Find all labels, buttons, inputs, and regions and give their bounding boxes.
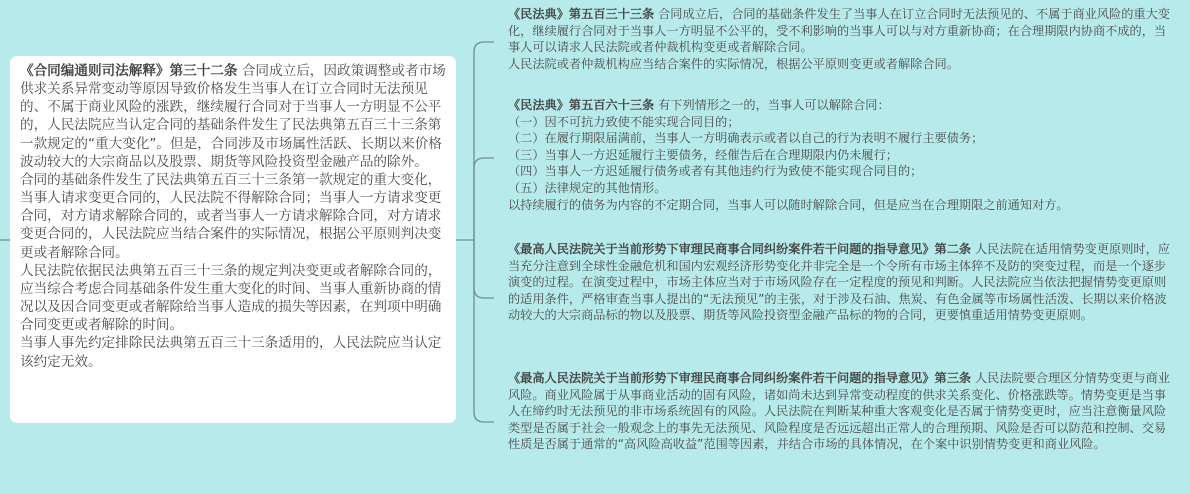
- branch-title: 《民法典》第五百六十三条: [508, 98, 655, 112]
- central-topic-title: 《合同编通则司法解释》第三十二条: [20, 63, 238, 79]
- branch-node-article-563[interactable]: 《民法典》第五百六十三条 有下列情形之一的，当事人可以解除合同： （一）因不可抗力致使不能实现合同目的； （二）在履行期限届满前，当事人一方明确表示或者以自己的行为表明不履行主要债务； （三）当事人一方迟延履行主要债务，经催告后在合理期限内仍未履行； （四）当事人一方迟延履行债务或者有其他违约行为致使不能实现合同目的； （五）法律规定的其他情形。 以持续履行的债务为内容的不定期合同，当事人可以随时解除合同，但是应当在合理期限之前通知对方。: [508, 98, 1069, 212]
- connector-branch-1: [474, 42, 494, 240]
- connector-branch-2: [474, 158, 494, 240]
- branch-node-guidance-article-2[interactable]: 《最高人民法院关于当前形势下审理民商事合同纠纷案件若干问题的指导意见》第二条 人民法院在适用情势变更原则时，应当充分注意到全球性金融危机和国内宏观经济形势变化并非完全是一个令所有市场主体猝不及防的突变过程，而是一个逐步演变的过程。在演变过程中，市场主体应当对于市场风险存在一定程度的预见和判断。人民法院应当依法把握情势变更原则的适用条件，严格审查当事人提出的“无法预见”的主张，对于涉及石油、焦炭、有色金属等市场属性活泼、长期以来价格波动较大的大宗商品标的物以及股票、期货等风险投资型金融产品标的物的合同，更要慎重适用情势变更原则。: [508, 242, 1170, 323]
- central-topic-paragraph-3: 人民法院依据民法典第五百三十三条的规定判决变更或者解除合同的，应当综合考虑合同基础条件发生重大变化的时间、当事人重新协商的情况以及因合同变更或者解除给当事人造成的损失等因素，在判项中明确合同变更或者解除的时间。: [20, 262, 442, 334]
- central-topic-paragraph-2: 合同的基础条件发生了民法典第五百三十三条第一款规定的重大变化，当事人请求变更合同的，人民法院不得解除合同；当事人一方请求变更合同，对方请求解除合同的，或者当事人一方请求解除合同，对方请求变更合同的，人民法院应当结合案件的实际情况，根据公平原则判决变更或者解除合同。: [20, 171, 442, 261]
- branch-title: 《民法典》第五百三十三条: [508, 7, 655, 21]
- branch-title: 《最高人民法院关于当前形势下审理民商事合同纠纷案件若干问题的指导意见》第二条: [508, 242, 972, 256]
- branch-node-guidance-article-3[interactable]: 《最高人民法院关于当前形势下审理民商事合同纠纷案件若干问题的指导意见》第三条 人民法院要合理区分情势变更与商业风险。商业风险属于从事商业活动的固有风险，诸如尚未达到异常变动程度的供求关系变化、价格涨跌等。情势变更是当事人在缔约时无法预见的非市场系统固有的风险。人民法院在判断某种重大客观变化是否属于情势变更时，应当注意衡量风险类型是否属于社会一般观念上的事先无法预见、风险程度是否远远超出正常人的合理预期、风险是否可以防范和控制、交易性质是否属于通常的“高风险高收益”范围等因素，并结合市场的具体情况，在个案中识别情势变更和商业风险。: [508, 371, 1170, 452]
- branch-title: 《最高人民法院关于当前形势下审理民商事合同纠纷案件若干问题的指导意见》第三条: [508, 371, 972, 385]
- connector-branch-3: [474, 240, 494, 298]
- branch-node-article-533[interactable]: 《民法典》第五百三十三条 合同成立后，合同的基础条件发生了当事人在订立合同时无法预见的、不属于商业风险的重大变化，继续履行合同对于当事人一方明显不公平的，受不利影响的当事人可以与对方重新协商；在合理期限内协商不成的，当事人可以请求人民法院或者仲裁机构变更或者解除合同。 人民法院或者仲裁机构应当结合案件的实际情况，根据公平原则变更或者解除合同。: [508, 7, 1170, 71]
- central-topic-paragraph-1: 《合同编通则司法解释》第三十二条 合同成立后，因政策调整或者市场供求关系异常变动等原因导致价格发生当事人在订立合同时无法预见的、不属于商业风险的涨跌，继续履行合同对于当事人一方明显不公平的，人民法院应当认定合同的基础条件发生了民法典第五百三十三条第一款规定的“重大变化”。但是，合同涉及市场属性活跃、长期以来价格波动较大的大宗商品以及股票、期货等风险投资型金融产品的除外。: [20, 63, 446, 170]
- central-topic-paragraph-4: 当事人事先约定排除民法典第五百三十三条适用的，人民法院应当认定该约定无效。: [20, 335, 442, 370]
- central-topic-node[interactable]: [10, 56, 456, 423]
- connector-branch-4: [474, 240, 494, 422]
